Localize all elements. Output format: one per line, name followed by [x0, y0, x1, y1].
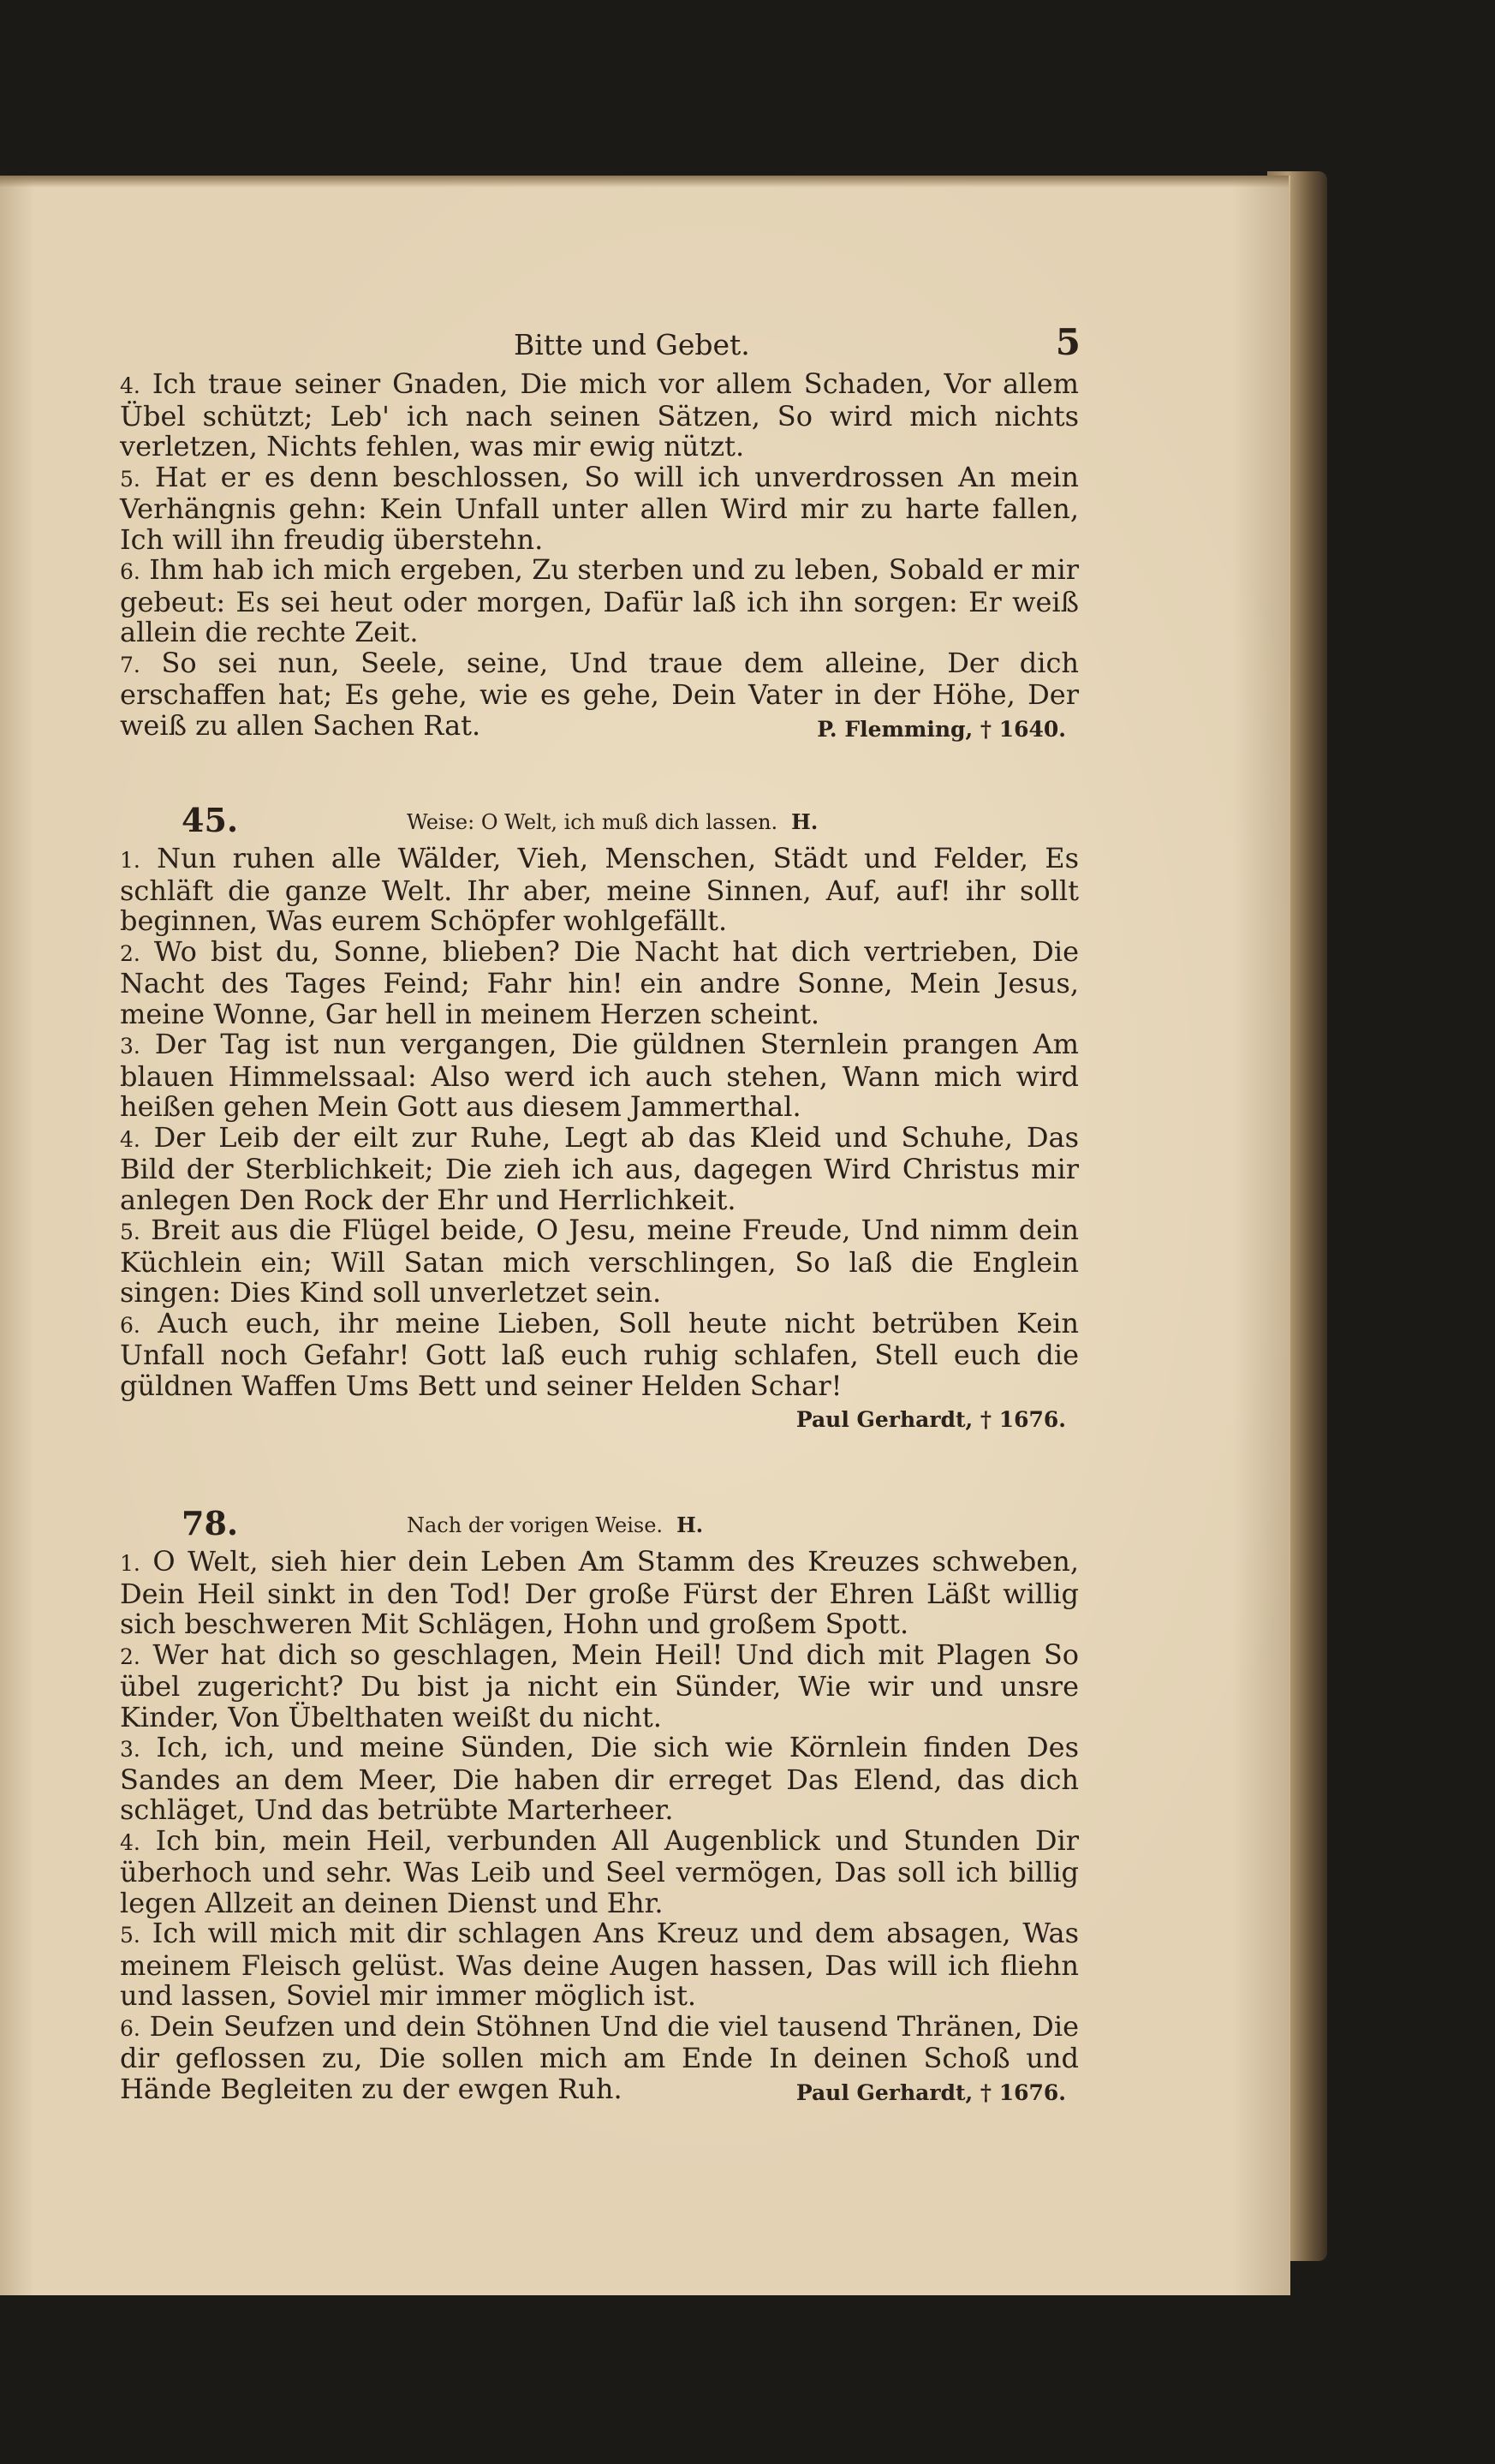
verse-text: Wer hat dich so geschlagen, Mein Heil! Und dich mit Plagen So übel zugericht? Du bist ja nicht ein Sünder, Wie wir und unsre Kinder, Von Übelthaten weißt du nicht.	[120, 1638, 1080, 1733]
verse-number: 5.	[120, 1220, 140, 1244]
verse-text: Ich bin, mein Heil, verbunden All Augenblick und Stunden Dir überhoch und sehr. Was Leib und Seel vermögen, Das soll ich billig legen Allzeit an deinen Dienst und Ehr.	[120, 1823, 1080, 1919]
hymn-78	[120, 1504, 1079, 2104]
verse-number: 3.	[120, 1737, 140, 1762]
hymn-number: 45.	[182, 801, 239, 839]
verse	[120, 934, 1080, 1030]
verse	[120, 1029, 1079, 1123]
verse	[120, 369, 1079, 462]
book-page	[0, 176, 1289, 2295]
hymn-heading	[120, 1504, 1079, 1547]
verse-number: 1.	[120, 1551, 140, 1576]
verse	[120, 1215, 1079, 1309]
attribution: Paul Gerhardt, † 1676.	[795, 2079, 1066, 2105]
verse-number: 6.	[120, 1312, 140, 1338]
verse-text: Der Tag ist nun vergangen, Die güldnen Sternlein prangen Am blauen Himmelssaal: Also werd ich auch stehen, Wann mich wird heißen gehen Mein Gott aus diesem Jammerthal.	[120, 1028, 1080, 1123]
verse	[120, 462, 1079, 556]
verse-number: 2.	[120, 940, 140, 966]
verse	[120, 1918, 1079, 2012]
verse-text: Ich will mich mit dir schlagen Ans Kreuz und dem absagen, Was meinem Fleisch gelüst. Was deine Augen hassen, Das will ich fliehn und lassen, Soviel mir immer möglich ist.	[120, 1917, 1080, 2012]
attribution: Paul Gerhardt, † 1676.	[795, 1407, 1066, 1432]
verse-text: Nun ruhen alle Wälder, Vieh, Menschen, Städt und Felder, Es schläft die ganze Welt. Ihr aber, meine Sinnen, Auf, auf! ihr sollt beginnen, Was eurem Schöpfer wohlgefällt.	[120, 842, 1080, 937]
hymn-heading	[120, 801, 1079, 844]
verse	[120, 844, 1079, 937]
verse-text: Wo bist du, Sonne, blieben? Die Nacht hat dich vertrieben, Die Nacht des Tages Feind; Fahr hin! ein andre Sonne, Mein Jesus, meine Wonne, Gar hell in meinem Herzen scheint.	[120, 934, 1080, 1030]
verse-number: 4.	[120, 373, 140, 398]
verse-text: Breit aus die Flügel beide, O Jesu, meine Freude, Und nimm dein Küchlein ein; Will Satan mich verschlingen, So laß die Englein singen: Dies Kind soll unverletzet sein.	[120, 1214, 1079, 1309]
melody-text: Nach der vorigen Weise.	[407, 1513, 664, 1537]
verse-number: 4.	[120, 1126, 140, 1152]
page-number: 5	[1055, 321, 1081, 363]
verse-number: 2.	[120, 1644, 140, 1669]
verse-text: Ich, ich, und meine Sünden, Die sich wie Körnlein finden Des Sandes an dem Meer, Die haben dir erreget Das Elend, das dich schläget, Und das betrübte Marterheer.	[120, 1731, 1080, 1826]
verse	[120, 1306, 1080, 1432]
verse-number: 5.	[120, 1923, 140, 1948]
verse-number: 6.	[120, 2015, 140, 2041]
continued-hymn	[120, 369, 1079, 741]
verse	[120, 1823, 1080, 1919]
verse-text: So sei nun, Seele, seine, Und traue dem alleine, Der dich erschaffen hat; Es gehe, wie es gehe, Dein Vater in der Höhe, Der weiß zu allen Sachen Rat.	[120, 646, 1080, 742]
melody-text: Weise: O Welt, ich muß dich lassen.	[407, 810, 778, 834]
verse-number: 3.	[120, 1034, 140, 1059]
attribution: P. Flemming, † 1640.	[817, 716, 1066, 742]
verse-text: Der Leib der eilt zur Ruhe, Legt ab das Kleid und Schuhe, Das Bild der Sterblichkeit; Die zieh ich aus, dagegen Wird Christus mir anlegen Den Rock der Ehr und Herrlichkeit.	[120, 1120, 1080, 1216]
verse	[120, 1733, 1079, 1826]
verse-number: 4.	[120, 1829, 140, 1855]
verse-number: 7.	[120, 652, 140, 677]
verse	[120, 1120, 1080, 1216]
verse	[120, 648, 1079, 742]
page-content	[120, 321, 1079, 2108]
verse-text: Hat er es denn beschlossen, So will ich unverdrossen An mein Verhängnis gehn: Kein Unfall unter allen Wird mir zu harte fallen, Ich will ihn freudig überstehn.	[120, 460, 1080, 556]
melody-mark: H.	[676, 1512, 704, 1537]
hymn-45	[120, 801, 1080, 1432]
verse	[120, 1640, 1079, 1733]
verse-text: Dein Seufzen und dein Stöhnen Und die viel tausend Thränen, Die dir geflossen zu, Die sollen mich am Ende In deinen Schoß und Hände Begleiten zu der ewgen Ruh.	[120, 2009, 1080, 2105]
verse-text: Auch euch, ihr meine Lieben, Soll heute nicht betrüben Kein Unfall noch Gefahr! Gott laß euch ruhig schlafen, Stell euch die güldnen Waffen Ums Bett und seiner Helden Schar!	[120, 1306, 1080, 1402]
running-head: Bitte und Gebet.	[514, 328, 750, 361]
verse-text: Ihm hab ich mich ergeben, Zu sterben und zu leben, Sobald er mir gebeut: Es sei heut oder morgen, Dafür laß ich ihn sorgen: Er weiß allein die rechte Zeit.	[120, 553, 1080, 648]
verse	[120, 555, 1079, 648]
verse-text: O Welt, sieh hier dein Leben Am Stamm des Kreuzes schweben, Dein Heil sinkt in den Tod! Der große Fürst der Ehren Läßt willig sich beschweren Mit Schlägen, Hohn und großem Spott.	[120, 1545, 1080, 1640]
verse-number: 1.	[120, 848, 140, 873]
melody-line	[407, 809, 818, 834]
page-header	[120, 321, 1079, 369]
hymn-number: 78.	[182, 1504, 239, 1542]
verse-text: Ich traue seiner Gnaden, Die mich vor allem Schaden, Vor allem Übel schützt; Leb' ich nach seinen Sätzen, So wird mich nichts verletzen, Nichts fehlen, was mir ewig nützt.	[120, 367, 1080, 462]
verse	[120, 2009, 1080, 2105]
verse-number: 6.	[120, 559, 140, 584]
melody-line	[407, 1512, 703, 1537]
verse-number: 5.	[120, 466, 140, 492]
verse	[120, 1547, 1079, 1640]
melody-mark: H.	[791, 809, 819, 834]
